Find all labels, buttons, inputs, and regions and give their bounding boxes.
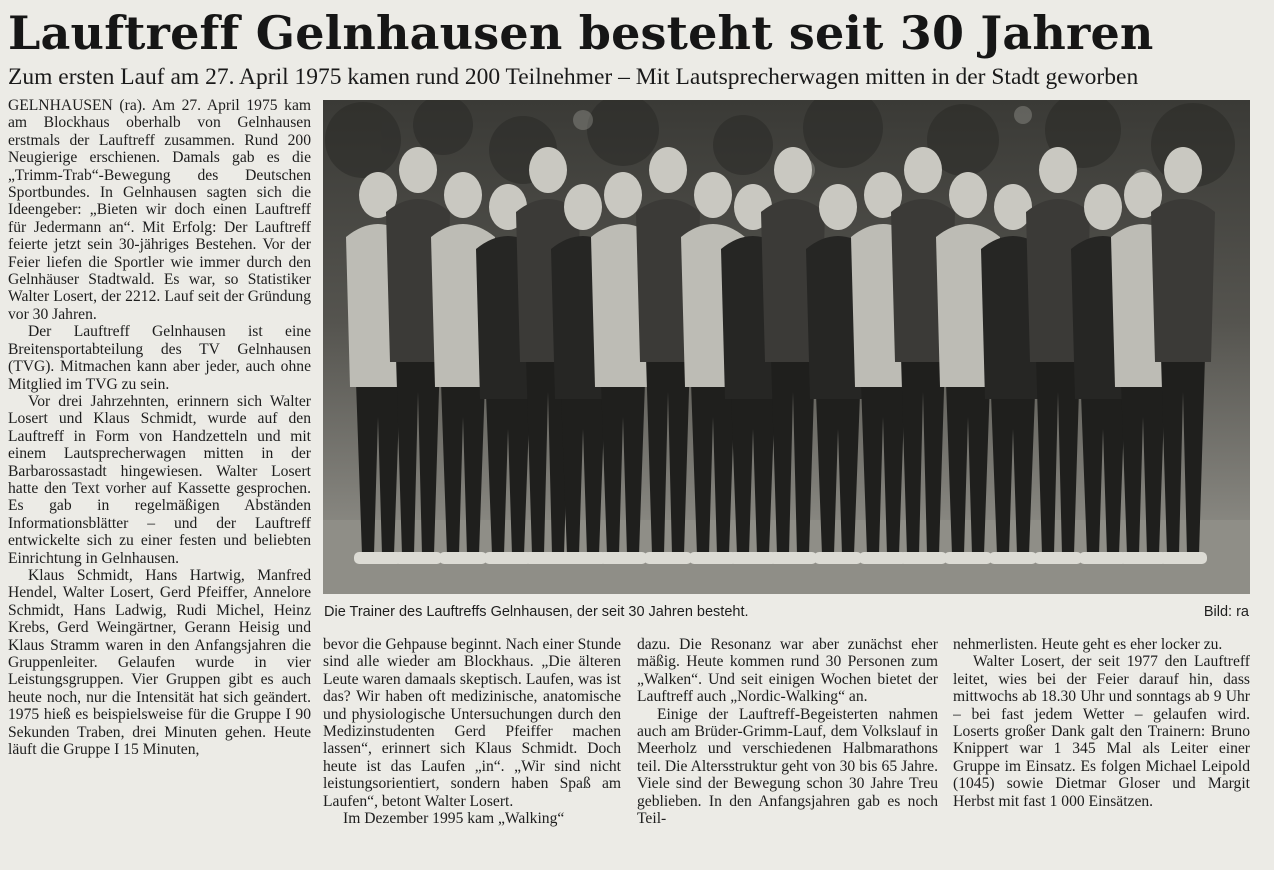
paragraph: bevor die Gehpause beginnt. Nach einer Stunde sind alle wieder am Blockhaus. „Die älteren Leute waren damaals skeptisch. Laufen, was ist das? Wir haben oft medizinische, anatomische und physiologische Untersuchungen durch den Medizinstudenten Gerd Pfeiffer machen lassen“, erinnert sich Klaus Schmidt. Doch heute ist das Laufen „in“. „Wir sind nicht leistungsorientiert, sondern haben Spaß am Laufen“, betont Walter Losert. [323,636,621,810]
column-2 [323,636,621,868]
column-4 [953,636,1250,868]
group-photo-illustration [323,100,1250,594]
paragraph: Klaus Schmidt, Hans Hartwig, Manfred Hendel, Walter Losert, Gerd Pfeiffer, Annelore Schmidt, Hans Ladwig, Rudi Michel, Heinz Krebs, Gerd Weingärtner, Gerann Heisig und Klaus Stramm waren in den Anfangsjahren die Gruppenleiter. Gelaufen wurde in vier Leistungsgruppen. Vier Gruppen gibt es auch heute noch, nur die Intensität hat sich geändert. 1975 hieß es beispielsweise für die Gruppe I 90 Sekunden Traben, drei Minuten gehen. Heute läuft die Gruppe I 15 Minuten, [8,566,311,759]
paragraph: Walter Losert, der seit 1977 den Lauftreff leitet, wies bei der Feier darauf hin, dass mittwochs ab 18.30 Uhr und sonntags ab 9 Uhr – bei fast jedem Wetter – gelaufen wird. Loserts großer Dank galt den Trainern: Bruno Knippert war 1 345 Mal als Leiter einer Gruppe im Einsatz. Es folgen Michael Leipold (1045) sowie Dietmar Gloser und Margit Herbst mit fast 1 000 Einsätzen. [953,653,1250,810]
paragraph: Der Lauftreff Gelnhausen ist eine Breitensportabteilung des TV Gelnhausen (TVG). Mitmachen kann aber jeder, auch ohne Mitglied im TVG zu sein. [8,323,311,393]
paragraph: GELNHAUSEN (ra). Am 27. April 1975 kam am Blockhaus oberhalb von Gelnhausen erstmals der Lauftreff zusammen. Rund 200 Neugierige erschienen. Damals gab es die „Trimm-Trab“-Bewegung des Deutschen Sportbundes. In Gelnhausen sagten sich die Ideengeber: „Bieten wir doch einen Lauftreff für Jedermann an“. Mit Erfolg: Der Lauftreff feierte jetzt sein 30-jähriges Bestehen. Vor der Feier liefen die Sportler wie immer durch den Gelnhäuser Stadtwald. Es war, so Statistiker Walter Losert, der 2212. Lauf seit der Gründung vor 30 Jahren. [8,97,311,323]
headline: Lauftreff Gelnhausen besteht seit 30 Jahren [8,6,1154,60]
paragraph: Einige der Lauftreff-Begeisterten nahmen auch am Brüder-Grimm-Lauf, dem Volkslauf in Meerholz und verschiedenen Halbmarathons teil. Die Altersstruktur geht von 30 bis 65 Jahre. Viele sind der Bewegung schon 30 Jahre Treu geblieben. In den Anfangsjahren gab es noch Teil- [637,705,938,828]
subheadline: Zum ersten Lauf am 27. April 1975 kamen rund 200 Teilnehmer – Mit Lautsprecherwagen mitten in der Stadt geworben [8,64,1139,90]
paragraph: nehmerlisten. Heute geht es eher locker zu. [953,636,1223,653]
paragraph: dazu. Die Resonanz war aber zunächst eher mäßig. Heute kommen rund 30 Personen zum „Walken“. Und seit einigen Wochen bietet der Lauftreff auch „Nordic-Walking“ an. [637,636,938,706]
group-photo [323,100,1250,594]
photo-credit: Bild: ra [1203,604,1249,620]
column-1 [8,97,311,867]
paragraph: Vor drei Jahrzehnten, erinnern sich Walter Losert und Klaus Schmidt, wurde auf den Lauftreff in Form von Handzetteln und mit einem Lautsprecherwagen mitten in der Barbarossastadt hingewiesen. Walter Losert hatte den Text vorher auf Kassette gesprochen. Es gab in regelmäßigen Abständen Informationsblätter – und der Lauftreff entwickelte sich zu einer festen und beliebten Einrichtung in Gelnhausen. [8,392,311,567]
photo-caption [324,601,1249,623]
paragraph: Im Dezember 1995 kam „Walking“ [343,810,565,828]
column-3 [637,636,938,868]
caption-text: Die Trainer des Lauftreffs Gelnhausen, der seit 30 Jahren besteht. [324,604,749,620]
